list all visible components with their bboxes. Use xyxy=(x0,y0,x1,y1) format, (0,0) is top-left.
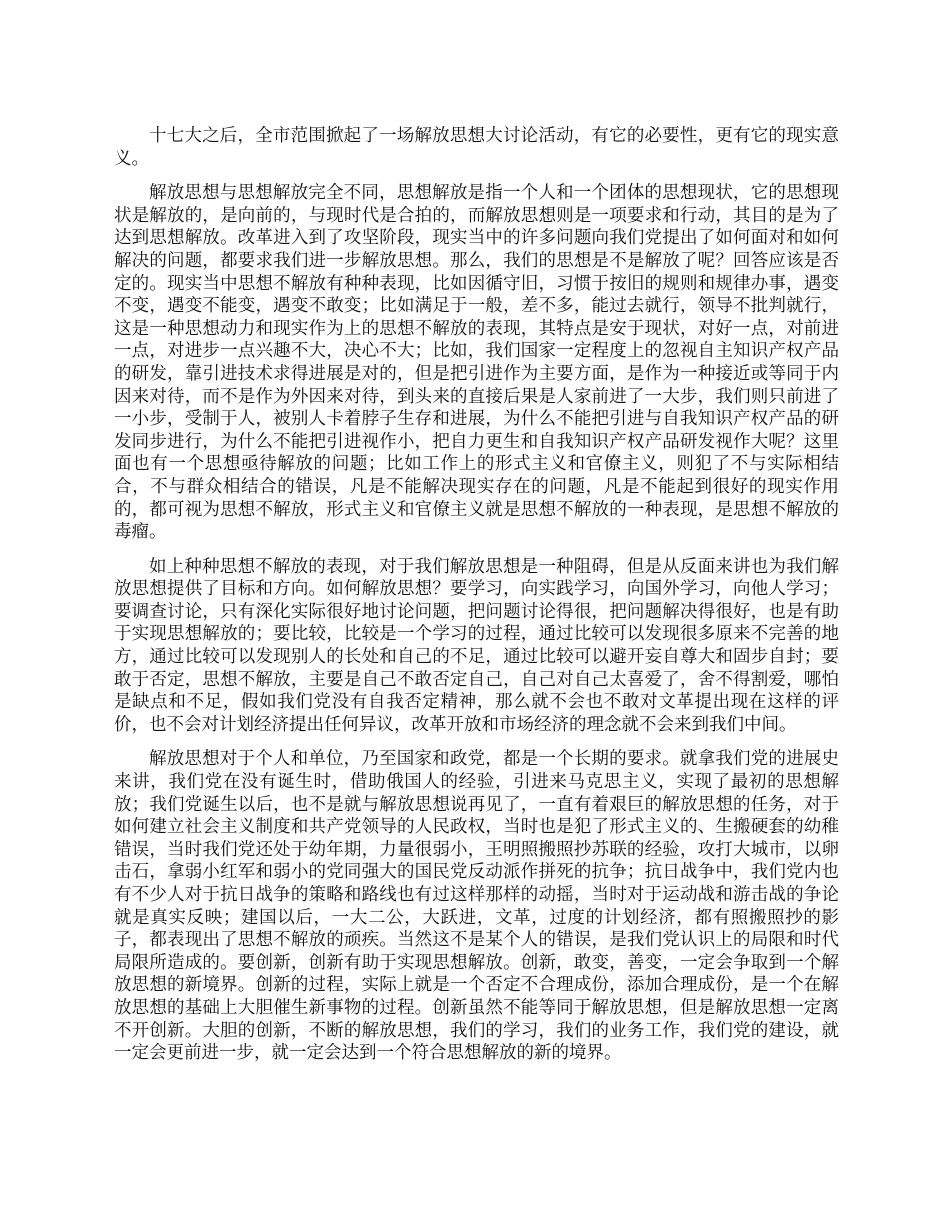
paragraph-history: 解放思想对于个人和单位，乃至国家和政党，都是一个长期的要求。就拿我们党的进展史来讲，我们党在没有诞生时，借助俄国人的经验，引进来马克思主义，实现了最初的思想解放；我们党诞生以后，也不是就与解放思想说再见了，一直有着艰巨的解放思想的任务，对于如何建立社会主义制度和共产党领导的人民政权，当时也是犯了形式主义的、生搬硬套的幼稚错误，当时我们党还处于幼年期，力量很弱小，王明照搬照抄苏联的经验，攻打大城市，以卵击石，拿弱小红军和弱小的党同强大的国民党反动派作拼死的抗争；抗日战争中，我们党内也有不少人对于抗日战争的策略和路线也有过这样那样的动摇，当时对于运动战和游击战的争论就是真实反映；建国以后，一大二公，大跃进，文革，过度的计划经济，都有照搬照抄的影子，都表现出了思想不解放的顽疾。当然这不是某个人的错误，是我们党认识上的局限和时代局限所造成的。要创新，创新有助于实现思想解放。创新，敢变，善变，一定会争取到一个解放思想的新境界。创新的过程，实际上就是一个否定不合理成份，添加合理成份，是一个在解放思想的基础上大胆催生新事物的过程。创新虽然不能等同于解放思想，但是解放思想一定离不开创新。大胆的创新，不断的解放思想，我们的学习，我们的业务工作，我们党的建设，就一定会更前进一步，就一定会达到一个符合思想解放的新的境界。 xyxy=(114,749,839,1064)
document-body xyxy=(114,125,839,1077)
paragraph-intro: 十七大之后，全市范围掀起了一场解放思想大讨论活动，有它的必要性，更有它的现实意义。 xyxy=(114,126,839,169)
paragraph-difference: 解放思想与思想解放完全不同，思想解放是指一个人和一个团体的思想现状，它的思想现状是解放的，是向前的，与现时代是合拍的，而解放思想则是一项要求和行动，其目的是为了达到思想解放。改革进入到了攻坚阶段，现实当中的许多问题向我们党提出了如何面对和如何解决的问题，都要求我们进一步解放思想。那么，我们的思想是不是解放了呢？回答应该是否定的。现实当中思想不解放有种种表现，比如因循守旧，习惯于按旧的规则和规律办事，遇变不变，遇变不能变，遇变不敢变；比如满足于一般，差不多，能过去就行，领导不批判就行，这是一种思想动力和现实作为上的思想不解放的表现，其特点是安于现状，对好一点，对前进一点，对进步一点兴趣不大，决心不大；比如，我们国家一定程度上的忽视自主知识产权产品的研发，靠引进技术求得进展是对的，但是把引进作为主要方面，是作为一种接近或等同于内因来对待，而不是作为外因来对待，到头来的直接后果是人家前进了一大步，我们则只前进了一小步，受制于人，被别人卡着脖子生存和进展，为什么不能把引进与自我知识产权产品的研发同步进行，为什么不能把引进视作小，把自力更生和自我知识产权产品研发视作大呢？这里面也有一个思想亟待解放的问题；比如工作上的形式主义和官僚主义，则犯了不与实际相结合，不与群众相结合的错误，凡是不能解决现实存在的问题，凡是不能起到很好的现实作用的，都可视为思想不解放，形式主义和官僚主义就是思想不解放的一种表现，是思想不解放的毒瘤。 xyxy=(114,183,839,543)
paragraph-how-to: 如上种种思想不解放的表现，对于我们解放思想是一种阻碍，但是从反面来讲也为我们解放思想提供了目标和方向。如何解放思想？要学习，向实践学习，向国外学习，向他人学习；要调查讨论，只有深化实际很好地讨论问题，把问题讨论得很，把问题解决得很好，也是有助于实现思想解放的；要比较，比较是一个学习的过程，通过比较可以发现很多原来不完善的地方，通过比较可以发现别人的长处和自己的不足，通过比较可以避开妄自尊大和固步自封；要敢于否定，思想不解放，主要是自己不敢否定自己，自己对自己太喜爱了，舍不得割爱，哪怕是缺点和不足，假如我们党没有自我否定精神，那么就不会也不敢对文革提出现在这样的评价，也不会对计划经济提出任何异议，改革开放和市场经济的理念就不会来到我们中间。 xyxy=(114,556,839,735)
